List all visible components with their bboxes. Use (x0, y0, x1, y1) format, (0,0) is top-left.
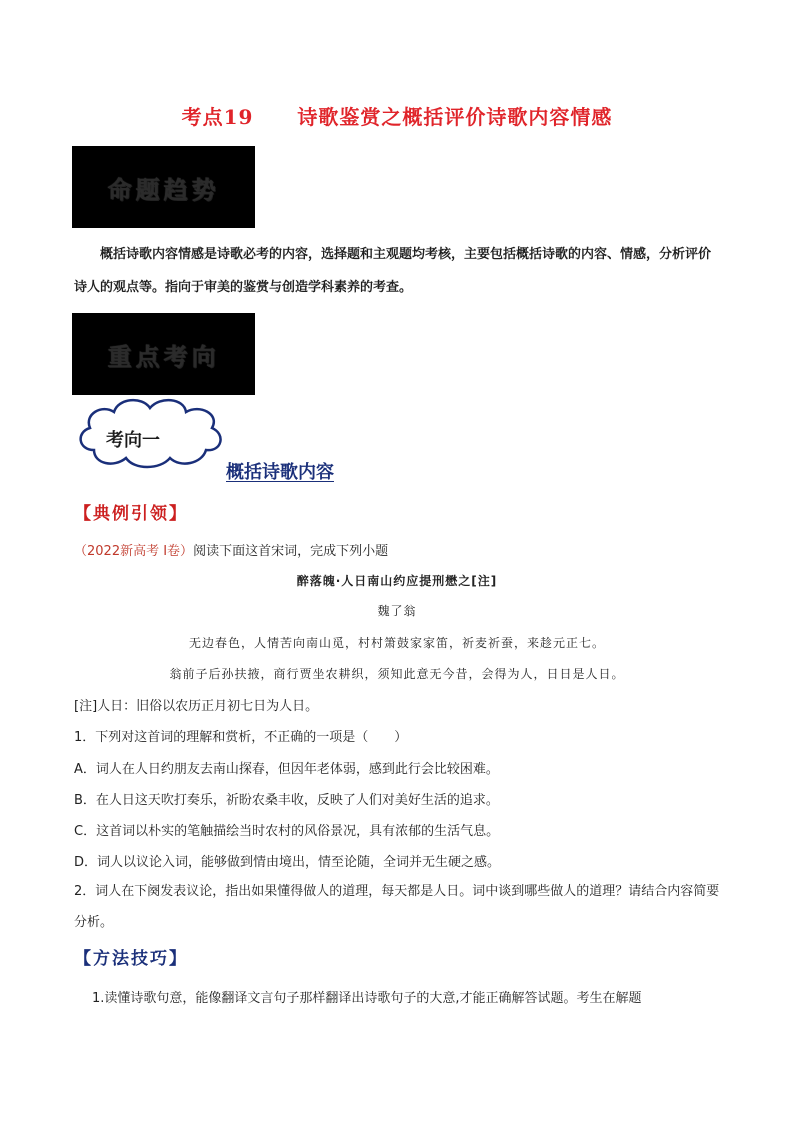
page-title (0, 101, 794, 130)
trend-banner-label: 命题趋势 (107, 174, 220, 204)
question-1: 1．下列对这首词的理解和赏析，不正确的一项是（ ） (74, 730, 408, 745)
option-c: C．这首词以朴实的笔触描绘当时农村的风俗景况，具有浓郁的生活气息。 (74, 824, 500, 839)
poem-author: 魏了翁 (377, 604, 417, 618)
method-line-1: 1.读懂诗歌句意，能像翻译文言句子那样翻译出诗歌句子的大意,才能正确解答试题。考生在解题 (92, 991, 642, 1006)
trend-banner (72, 146, 255, 228)
poem-line-2: 翁前子后孙扶掖，商行贾坐农耕织，须知此意无今昔，会得为人，日日是人日。 (169, 667, 625, 681)
intro-paragraph: 概括诗歌内容情感是诗歌必考的内容，选择题和主观题均考核，主要包括概括诗歌的内容、情感，分析评价诗人的观点等。指向于审美的鉴赏与创造学科素养的考查。 (74, 247, 712, 295)
method-header: 【方法技巧】 (74, 949, 188, 969)
question-2: 2．词人在下阕发表议论，指出如果懂得做人的道理，每天都是人日。词中谈到哪些做人的道理？请结合内容简要分析。 (74, 884, 720, 930)
example-source: （2022新高考 I卷） (74, 544, 194, 559)
direction-label: 考向一 (106, 430, 160, 451)
direction-heading: 概括诗歌内容 (226, 462, 334, 483)
poem-title: 醉落魄·人日南山约应提刑懋之[注] (296, 574, 498, 588)
focus-banner-label: 重点考向 (107, 341, 220, 371)
focus-banner (72, 313, 255, 395)
title-text: 诗歌鉴赏之概括评价诗歌内容情感 (297, 105, 613, 129)
instruction-text: 阅读下面这首宋词，完成下列小题 (193, 544, 389, 559)
option-d: D．词人以议论入词，能够做到情由境出，情至论随，全词并无生硬之感。 (74, 855, 501, 870)
poem-note: [注]人日：旧俗以农历正月初七日为人日。 (74, 699, 319, 714)
title-number: 考点19 (181, 105, 254, 129)
example-header: 【典例引领】 (74, 504, 188, 524)
poem-line-1: 无边春色，人情苦向南山觅，村村箫鼓家家笛，祈麦祈蚕，来趁元正七。 (188, 636, 605, 650)
option-b: B．在人日这天吹打奏乐，祈盼农桑丰收，反映了人们对美好生活的追求。 (74, 793, 499, 808)
option-a: A．词人在人日约朋友去南山探春，但因年老体弱，感到此行会比较困难。 (74, 762, 499, 777)
example-instruction (74, 540, 388, 559)
